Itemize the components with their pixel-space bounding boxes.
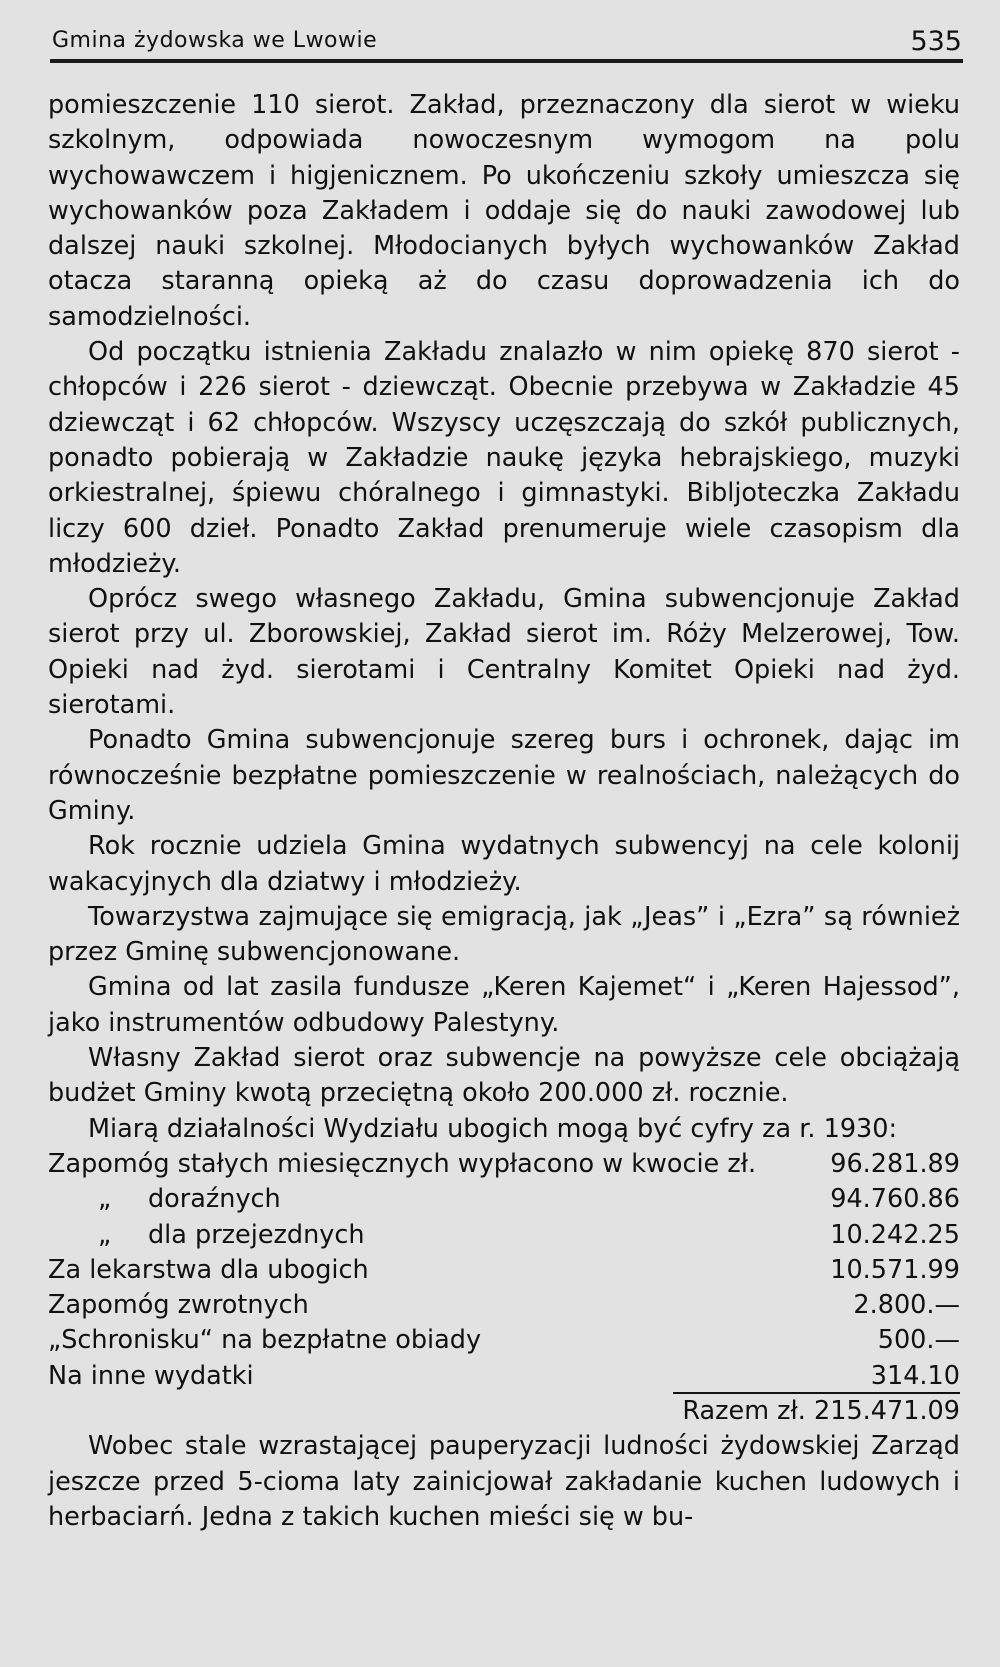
row-value: 94.760.86	[830, 1184, 960, 1215]
row-value: 10.571.99	[830, 1254, 960, 1285]
row-label: Za lekarstwa dla ubogich	[48, 1254, 369, 1285]
paragraph: Miarą działalności Wydziału ubogich mogą być cyfry za r. 1930:	[88, 1113, 898, 1144]
paragraph: Oprócz swego własnego Zakładu, Gmina subwencjonuje Zakład sierot przy ul. Zborowskiej, Zakład sierot im. Róży Melzerowej, Tow. Opieki nad żyd. sierotami i Centralny Komitet Opieki nad żyd. sierotami.	[48, 584, 960, 721]
paragraph: Rok rocznie udziela Gmina wydatnych subwencyj na cele kolonij wakacyjnych dla dziatwy i młodzieży.	[48, 831, 960, 897]
paragraph: Własny Zakład sierot oraz subwencje na powyższe cele obciążają budżet Gminy kwotą przeciętną około 200.000 zł. rocznie.	[48, 1043, 960, 1109]
row-value: 96.281.89	[830, 1148, 960, 1179]
table-row	[48, 1253, 960, 1288]
ditto-mark: „	[98, 1219, 112, 1250]
row-label: „Schronisku“ na bezpłatne obiady	[48, 1325, 482, 1356]
page-body	[48, 88, 960, 1535]
row-label: Na inne wydatki	[48, 1360, 254, 1391]
row-label: Zapomóg zwrotnych	[48, 1290, 309, 1321]
paragraph: Gmina od lat zasila fundusze „Keren Kajemet“ i „Keren Hajessod”, jako instrumentów odbudowy Palestyny.	[48, 972, 960, 1038]
paragraph: Od początku istnienia Zakładu znalazło w nim opiekę 870 sierot - chłopców i 226 sierot - dziewcząt. Obecnie przebywa w Zakładzie 45 dziewcząt i 62 chłopców. Wszyscy uczęszczają do szkół publicznych, ponadto pobierają w Zakładzie naukę języka hebrajskiego, muzyki orkiestralnej, śpiewu chóralnego i gimnastyki. Bibljoteczka Zakładu liczy 600 dzieł. Ponadto Zakład prenumeruje wiele czasopism dla młodzieży.	[48, 337, 960, 579]
header-rule	[50, 59, 963, 63]
paragraph: Wobec stale wzrastającej pauperyzacji ludności żydowskiej Zarząd jeszcze przed 5-cioma laty zainicjował zakładanie kuchen ludowych i herbaciarń. Jedna z takich kuchen mieści się w bu-	[48, 1431, 960, 1532]
table-row	[48, 1147, 960, 1182]
row-label-wrap	[48, 1218, 365, 1253]
table-row	[48, 1288, 960, 1323]
row-label: dla przejezdnych	[148, 1219, 365, 1250]
table-row	[48, 1218, 960, 1253]
paragraph: pomieszczenie 110 sierot. Zakład, przeznaczony dla sierot w wieku szkolnym, odpowiada nowoczesnym wymogom na polu wychowawczem i higjenicznem. Po ukończeniu szkoły umieszcza się wychowanków poza Zakładem i oddaje się do nauki zawodowej lub dalszej nauki szkolnej. Młodocianych byłych wychowanków Zakład otacza staranną opieką aż do czasu doprowadzenia ich do samodzielności.	[48, 90, 960, 332]
ditto-mark: „	[98, 1184, 112, 1215]
table-row	[48, 1323, 960, 1358]
table-total: Razem zł. 215.471.09	[682, 1395, 960, 1426]
row-value: 314.10	[870, 1360, 960, 1391]
table-row	[48, 1359, 960, 1394]
page-number: 535	[910, 26, 962, 57]
running-header	[52, 24, 962, 58]
table-row	[48, 1182, 960, 1217]
paragraph: Towarzystwa zajmujące się emigracją, jak „Jeas” i „Ezra” są również przez Gminę subwencjonowane.	[48, 901, 960, 968]
expense-table	[48, 1147, 960, 1429]
header-title: Gmina żydowska we Lwowie	[52, 28, 378, 53]
row-value: 500.—	[877, 1325, 960, 1356]
row-label-wrap	[48, 1182, 281, 1217]
paragraph: Ponadto Gmina subwencjonuje szereg burs i ochronek, dając im równocześnie bezpłatne pomieszczenie w realnościach, należących do Gminy.	[48, 725, 960, 826]
row-label: Zapomóg stałych miesięcznych wypłacono w kwocie zł.	[48, 1148, 757, 1179]
row-value: 10.242.25	[830, 1219, 960, 1250]
row-value: 2.800.—	[853, 1290, 960, 1321]
row-label: doraźnych	[148, 1184, 281, 1215]
